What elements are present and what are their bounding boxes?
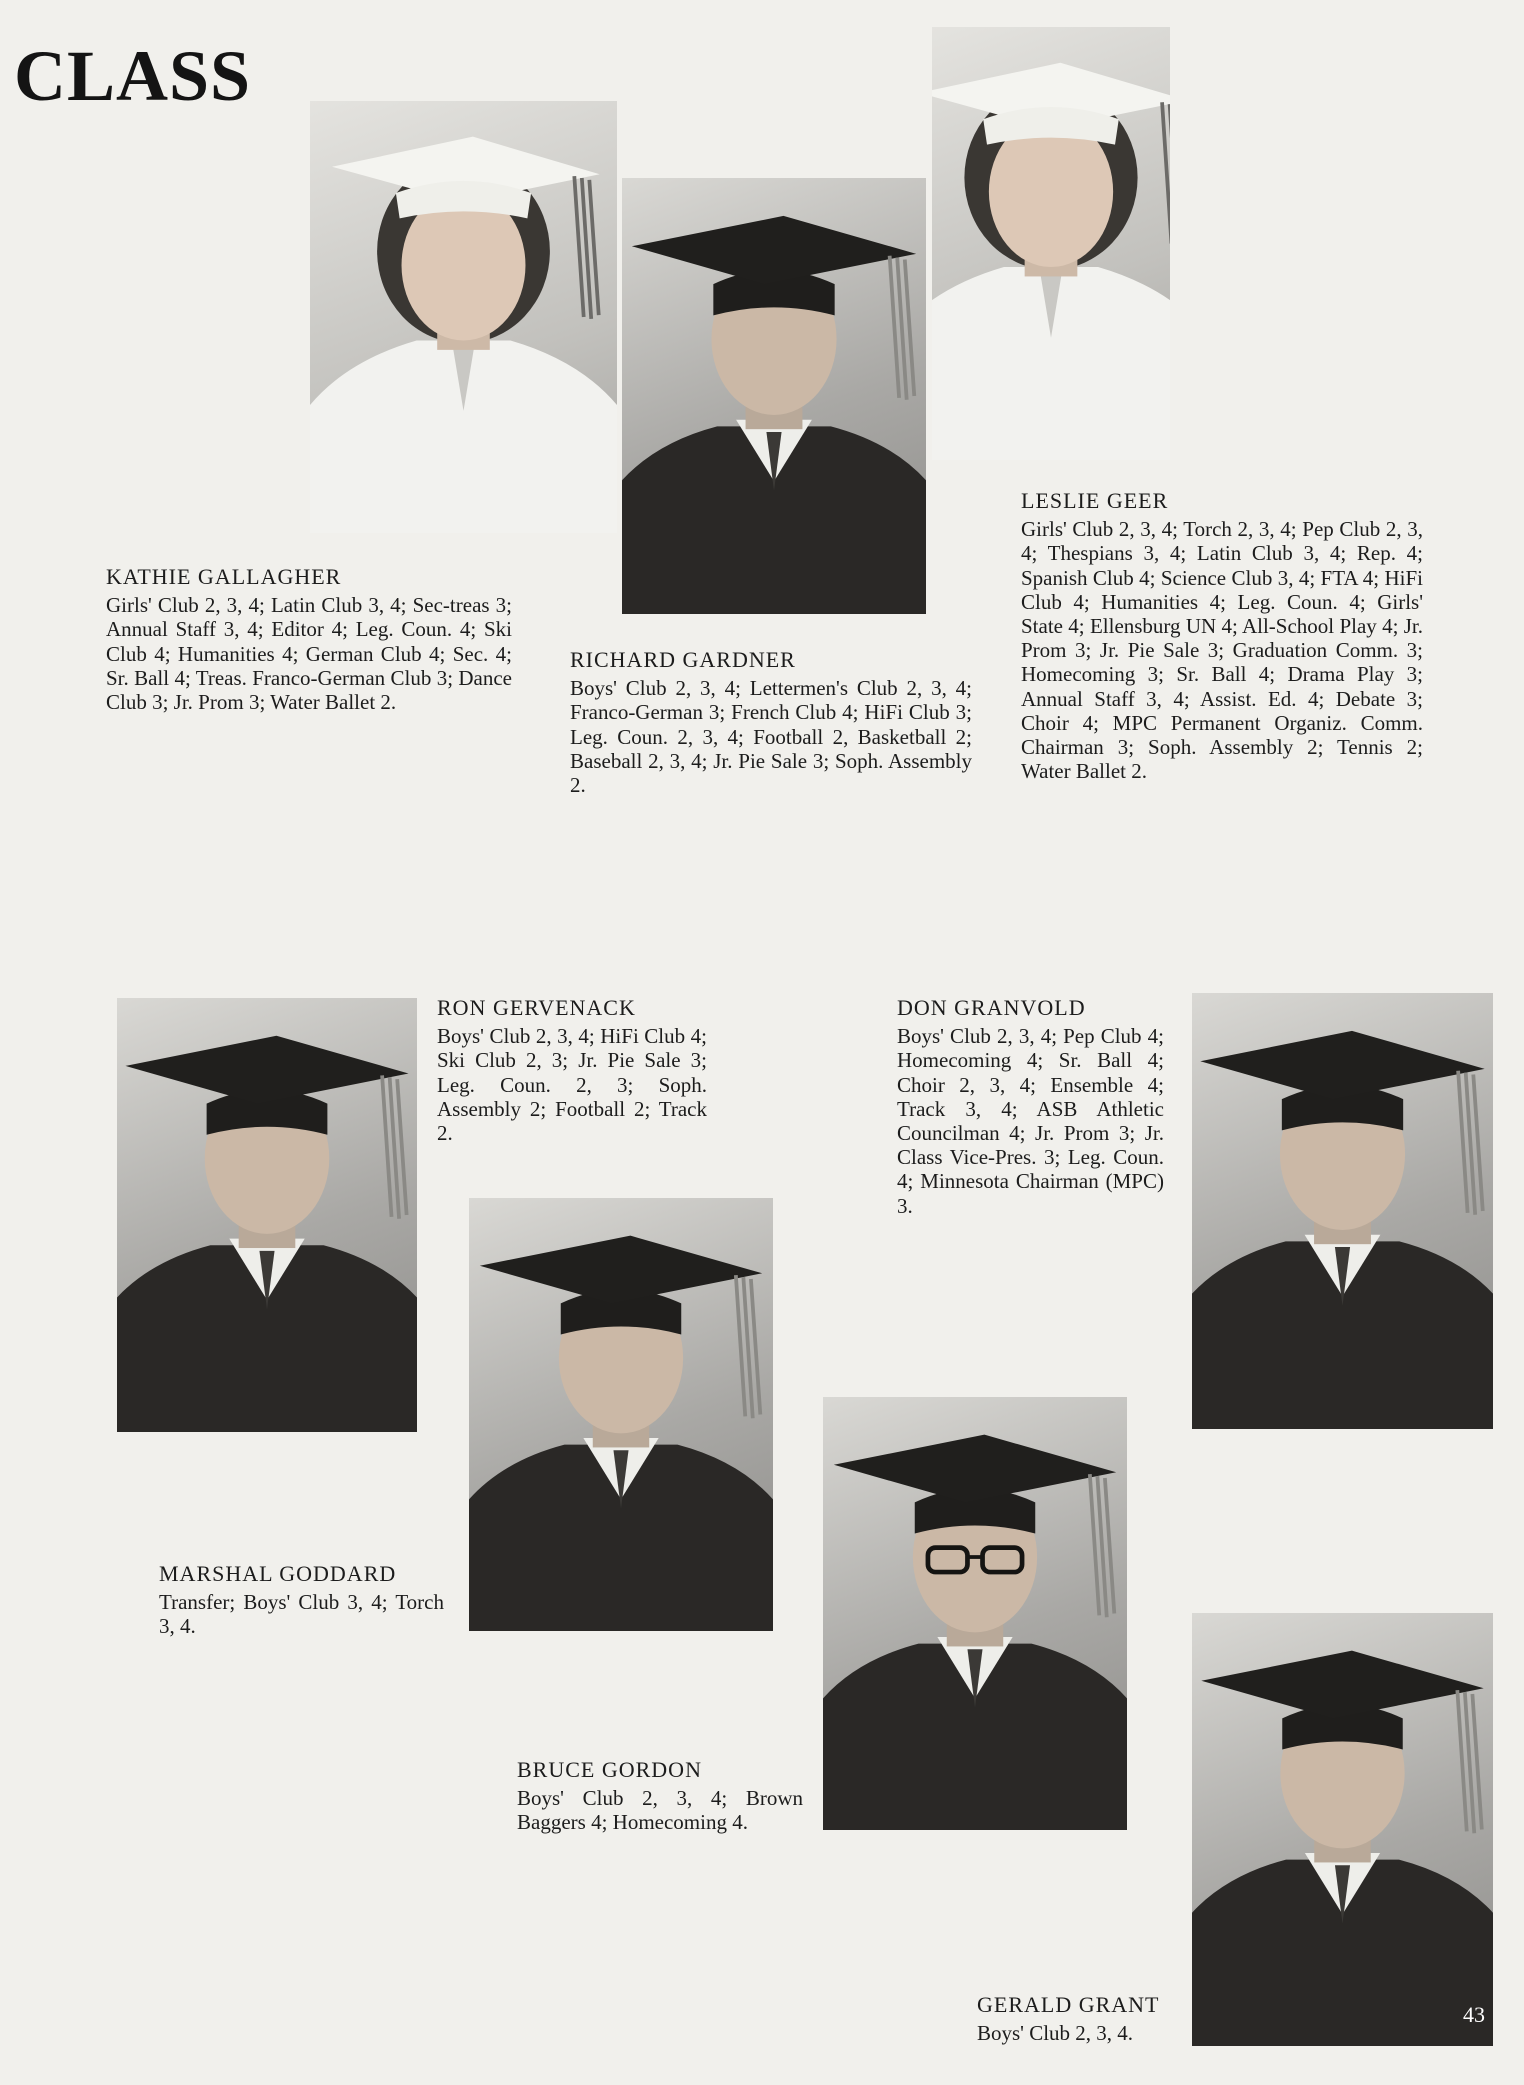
graduate-portrait-icon: [932, 27, 1170, 460]
graduate-portrait-icon: [469, 1198, 773, 1631]
graduate-portrait-icon: [1192, 993, 1493, 1429]
portrait-ron-gervenack: [117, 998, 417, 1432]
student-activities: Boys' Club 2, 3, 4; Brown Baggers 4; Homecoming 4.: [517, 1786, 803, 1835]
student-name: DON GRANVOLD: [897, 995, 1086, 1020]
portrait-gerald-grant: [1192, 1613, 1493, 2046]
portrait-don-granvold: [1192, 993, 1493, 1429]
page-heading: CLASS: [14, 36, 252, 116]
student-name: LESLIE GEER: [1021, 488, 1169, 513]
caption-kathie-gallagher: [106, 565, 512, 714]
caption-don-granvold: [897, 996, 1164, 1218]
graduate-portrait-icon: [1192, 1613, 1493, 2046]
student-name: BRUCE GORDON: [517, 1757, 702, 1782]
caption-marshal-goddard: [159, 1562, 444, 1639]
portrait-leslie-geer: [932, 27, 1170, 460]
student-name: RICHARD GARDNER: [570, 647, 796, 672]
student-name: GERALD GRANT: [977, 1992, 1160, 2017]
student-activities: Girls' Club 2, 3, 4; Latin Club 3, 4; Sec-treas 3; Annual Staff 3, 4; Editor 4; Leg. Coun. 4; Ski Club 4; Humanities 4; German Club 4; Sec. 4; Sr. Ball 4; Treas. Franco-German Club 3; Dance Club 3; Jr. Prom 3; Water Ballet 2.: [106, 593, 512, 715]
caption-bruce-gordon: [517, 1758, 803, 1835]
portrait-richard-gardner: [622, 178, 926, 614]
student-name: MARSHAL GODDARD: [159, 1561, 397, 1586]
student-activities: Boys' Club 2, 3, 4; Pep Club 4; Homecoming 4; Sr. Ball 4; Choir 2, 3, 4; Ensemble 4; Track 3, 4; ASB Athletic Councilman 4; Jr. Prom 3; Jr. Class Vice-Pres. 3; Leg. Coun. 4; Minnesota Chairman (MPC) 3.: [897, 1024, 1164, 1218]
student-activities: Boys' Club 2, 3, 4; Lettermen's Club 2, 3, 4; Franco-German 3; French Club 4; HiFi Club 3; Leg. Coun. 2, 3, 4; Football 2, Basketball 2; Baseball 2, 3, 4; Jr. Pie Sale 3; Soph. Assembly 2.: [570, 676, 972, 798]
student-name: KATHIE GALLAGHER: [106, 564, 342, 589]
portrait-marshal-goddard: [469, 1198, 773, 1631]
student-activities: Boys' Club 2, 3, 4.: [977, 2021, 1134, 2046]
caption-richard-gardner: [570, 648, 972, 797]
student-activities: Transfer; Boys' Club 3, 4; Torch 3, 4.: [159, 1590, 444, 1639]
student-activities: Boys' Club 2, 3, 4; HiFi Club 4; Ski Club 2, 3; Jr. Pie Sale 3; Leg. Coun. 2, 3; Soph. Assembly 2; Football 2; Track 2.: [437, 1024, 707, 1146]
portrait-bruce-gordon: [823, 1397, 1127, 1830]
graduate-portrait-icon: [622, 178, 926, 614]
caption-gerald-grant: [977, 1993, 1192, 2045]
caption-ron-gervenack: [437, 996, 707, 1145]
page-number: 43: [1463, 2002, 1485, 2027]
portrait-kathie-gallagher: [310, 101, 617, 533]
graduate-portrait-icon: [823, 1397, 1127, 1830]
student-name: RON GERVENACK: [437, 995, 636, 1020]
student-activities: Girls' Club 2, 3, 4; Torch 2, 3, 4; Pep Club 2, 3, 4; Thespians 3, 4; Latin Club 3, 4; Rep. 4; Spanish Club 4; Science Club 3, 4; FTA 4; HiFi Club 4; Humanities 4; Leg. Coun. 4; Girls' State 4; Ellensburg UN 4; All-School Play 4; Jr. Prom 3; Jr. Pie Sale 3; Graduation Comm. 3; Homecoming 3; Sr. Ball 4; Drama Play 3; Annual Staff 3, 4; Assist. Ed. 4; Debate 3; Choir 4; MPC Permanent Organiz. Comm. Chairman 3; Soph. Assembly 2; Tennis 2; Water Ballet 2.: [1021, 517, 1423, 784]
caption-leslie-geer: [1021, 489, 1423, 783]
graduate-portrait-icon: [310, 101, 617, 533]
graduate-portrait-icon: [117, 998, 417, 1432]
